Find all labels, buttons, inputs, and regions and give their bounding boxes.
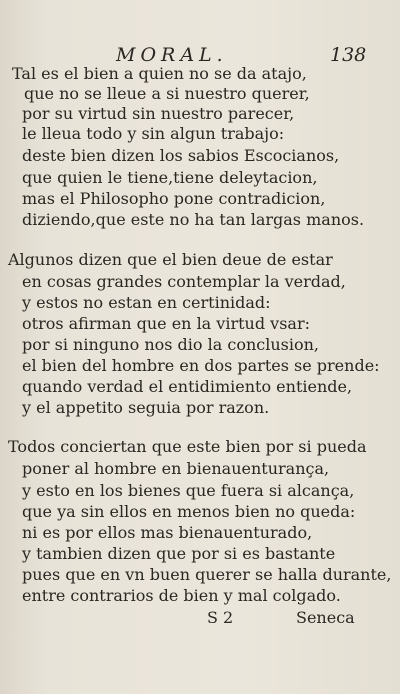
verse-line: por su virtud sin nuestro parecer, [22, 104, 295, 123]
verse-line: ni es por ellos mas bienauenturado, [22, 523, 313, 542]
verse-line: en cosas grandes contemplar la verdad, [22, 272, 346, 291]
verse-line: que ya sin ellos en menos bien no queda: [22, 502, 356, 521]
verse-line: otros afirman que en la virtud vsar: [22, 314, 310, 333]
verse-line: mas el Philosopho pone contradicion, [22, 189, 326, 208]
catchword: Seneca [296, 608, 355, 627]
verse-line: diziendo,que este no ha tan largas manos. [22, 210, 365, 229]
verse-line: y el appetito seguia por razon. [22, 398, 270, 417]
page-number: 138 [330, 44, 367, 66]
verse-line: que no se lleue a si nuestro querer, [24, 84, 310, 103]
verse-line: el bien del hombre en dos partes se prende: [22, 356, 380, 375]
verse-line: Todos conciertan que este bien por si pueda [8, 437, 367, 456]
verse-line: pues que en vn buen querer se halla durante, [22, 565, 392, 584]
verse-line: Tal es el bien a quien no se da atajo, [12, 64, 307, 83]
verse-line: por si ninguno nos dio la conclusion, [22, 335, 320, 354]
signature-mark: S 2 [207, 608, 234, 627]
verse-line: le lleua todo y sin algun trabajo: [22, 124, 285, 143]
verse-line: entre contrarios de bien y mal colgado. [22, 586, 341, 605]
verse-line: poner al hombre en bienauenturança, [22, 459, 330, 478]
running-head: MORAL. [116, 44, 228, 66]
verse-line: y tambien dizen que por si es bastante [22, 544, 336, 563]
verse-line: quando verdad el entidimiento entiende, [22, 377, 353, 396]
verse-line: que quien le tiene,tiene deleytacion, [22, 168, 318, 187]
verse-line: y estos no estan en certinidad: [22, 293, 271, 312]
verse-line: Algunos dizen que el bien deue de estar [8, 250, 333, 269]
verse-line: y esto en los bienes que fuera si alcança, [22, 481, 355, 500]
verse-line: deste bien dizen los sabios Escocianos, [22, 146, 340, 165]
